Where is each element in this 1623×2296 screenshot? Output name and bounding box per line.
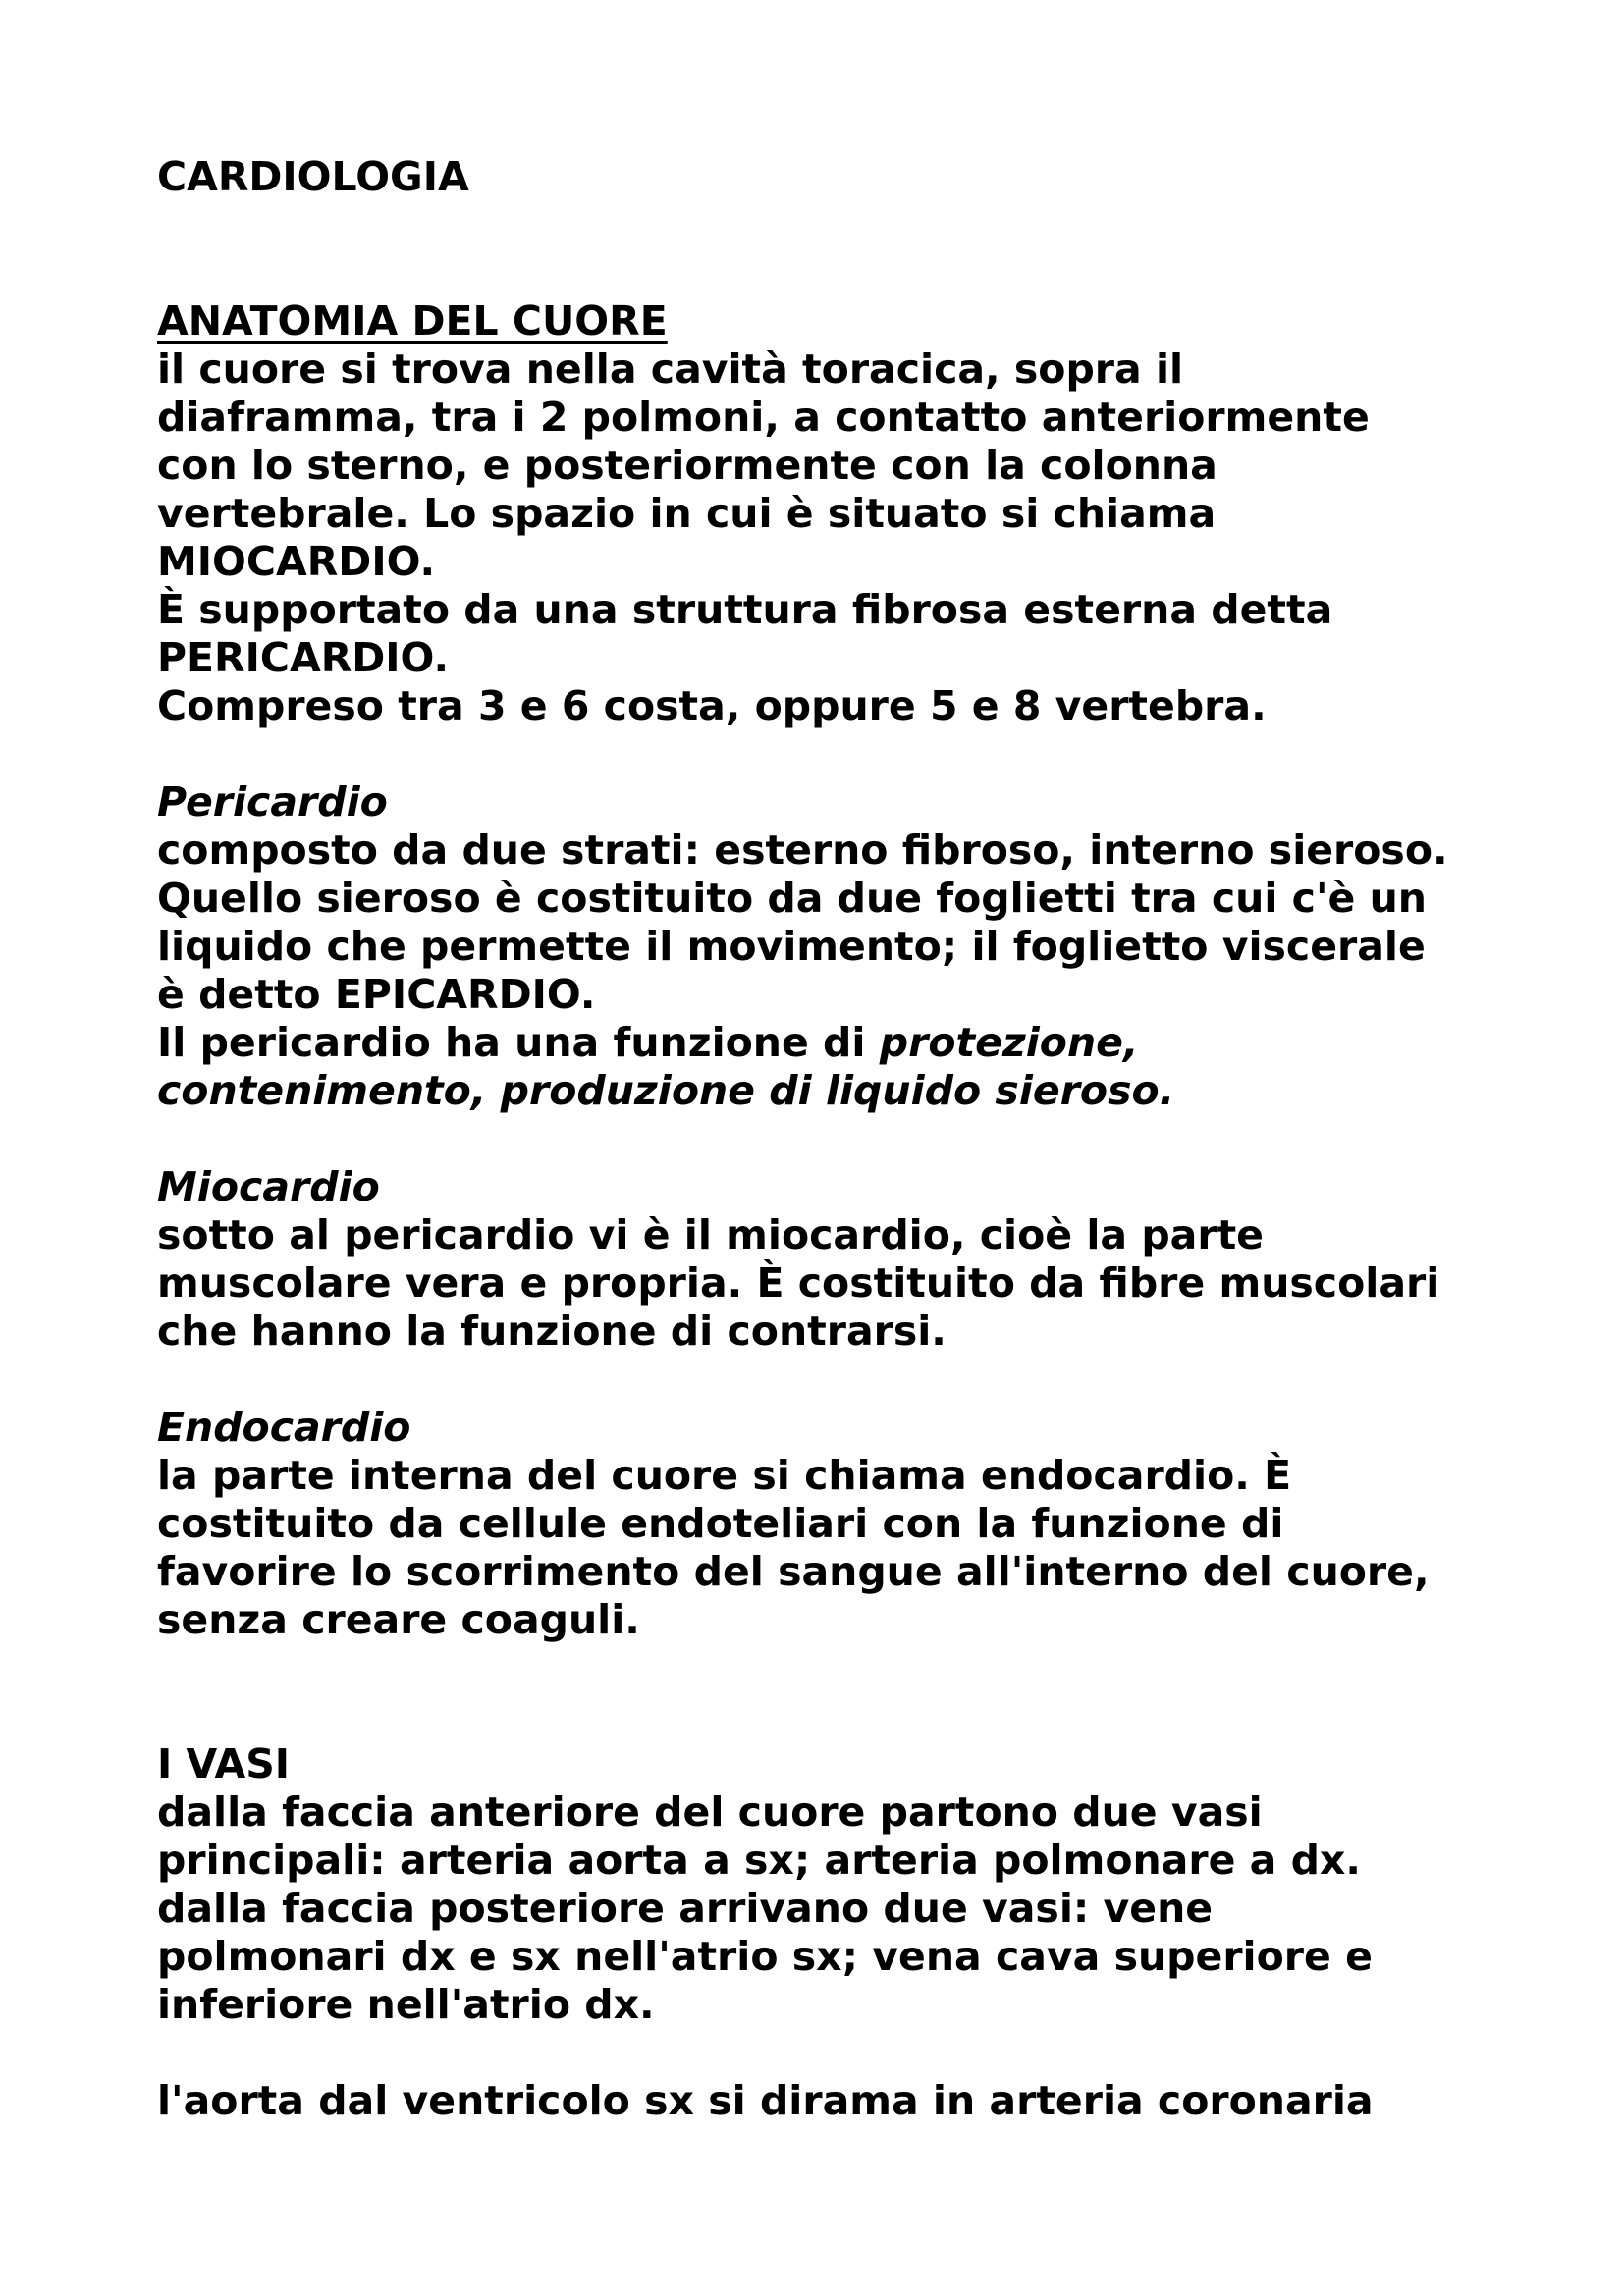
- paragraph-line: dalla faccia anteriore del cuore partono due vasi: [157, 1789, 1263, 1836]
- paragraph-text: Il pericardio ha una funzione di: [157, 1019, 880, 1066]
- spacer: [157, 1115, 1532, 1163]
- document-title: CARDIOLOGIA: [157, 153, 469, 200]
- spacer: [157, 1644, 1532, 1740]
- paragraph-line: dalla faccia posteriore arrivano due vasi: vene: [157, 1885, 1214, 1932]
- section-heading-anatomia: ANATOMIA DEL CUORE: [157, 297, 668, 345]
- paragraph-line: costituito da cellule endoteliari con la funzione di: [157, 1500, 1284, 1547]
- section-heading-vasi: I VASI: [157, 1740, 290, 1788]
- section-heading-pericardio: Pericardio: [157, 778, 388, 826]
- paragraph-line: la parte interna del cuore si chiama endocardio. È: [157, 1452, 1292, 1499]
- paragraph-line: PERICARDIO.: [157, 634, 450, 681]
- paragraph-line: MIOCARDIO.: [157, 538, 436, 585]
- document-body: [157, 153, 1532, 2125]
- paragraph-line: l'aorta dal ventricolo sx si dirama in arteria coronaria: [157, 2077, 1374, 2124]
- paragraph-line: inferiore nell'atrio dx.: [157, 1981, 655, 2028]
- spacer: [157, 1356, 1532, 1404]
- paragraph-line: Compreso tra 3 e 6 costa, oppure 5 e 8 vertebra.: [157, 682, 1267, 729]
- spacer: [157, 201, 1532, 297]
- paragraph-line: liquido che permette il movimento; il foglietto viscerale: [157, 923, 1426, 970]
- paragraph-line: composto da due strati: esterno fibroso, interno sieroso.: [157, 827, 1448, 874]
- paragraph-line: vertebrale. Lo spazio in cui è situato si chiama: [157, 490, 1217, 537]
- spacer: [157, 2029, 1532, 2077]
- paragraph-line: polmonari dx e sx nell'atrio sx; vena cava superiore e: [157, 1933, 1373, 1980]
- section-heading-endocardio: Endocardio: [157, 1404, 411, 1451]
- paragraph-line: con lo sterno, e posteriormente con la colonna: [157, 442, 1217, 489]
- section-heading-miocardio: Miocardio: [157, 1163, 380, 1210]
- paragraph-line: favorire lo scorrimento del sangue all'interno del cuore,: [157, 1548, 1430, 1595]
- emphasis-text: protezione,: [879, 1019, 1139, 1066]
- emphasis-line: contenimento, produzione di liquido sieroso.: [157, 1067, 1175, 1114]
- spacer: [157, 730, 1532, 778]
- paragraph-line: senza creare coaguli.: [157, 1596, 640, 1643]
- paragraph-line: È supportato da una struttura fibrosa esterna detta: [157, 586, 1333, 633]
- paragraph-line: sotto al pericardio vi è il miocardio, cioè la parte: [157, 1211, 1264, 1258]
- paragraph-line: Quello sieroso è costituito da due foglietti tra cui c'è un: [157, 875, 1427, 922]
- paragraph-line: muscolare vera e propria. È costituito da fibre muscolari: [157, 1259, 1440, 1307]
- paragraph-line: [157, 1019, 1532, 1067]
- paragraph-line: diaframma, tra i 2 polmoni, a contatto anteriormente: [157, 394, 1370, 441]
- paragraph-line: che hanno la funzione di contrarsi.: [157, 1308, 947, 1355]
- paragraph-line: il cuore si trova nella cavità toracica, sopra il: [157, 346, 1184, 393]
- paragraph-line: principali: arteria aorta a sx; arteria polmonare a dx.: [157, 1837, 1361, 1884]
- paragraph-line: è detto EPICARDIO.: [157, 971, 596, 1018]
